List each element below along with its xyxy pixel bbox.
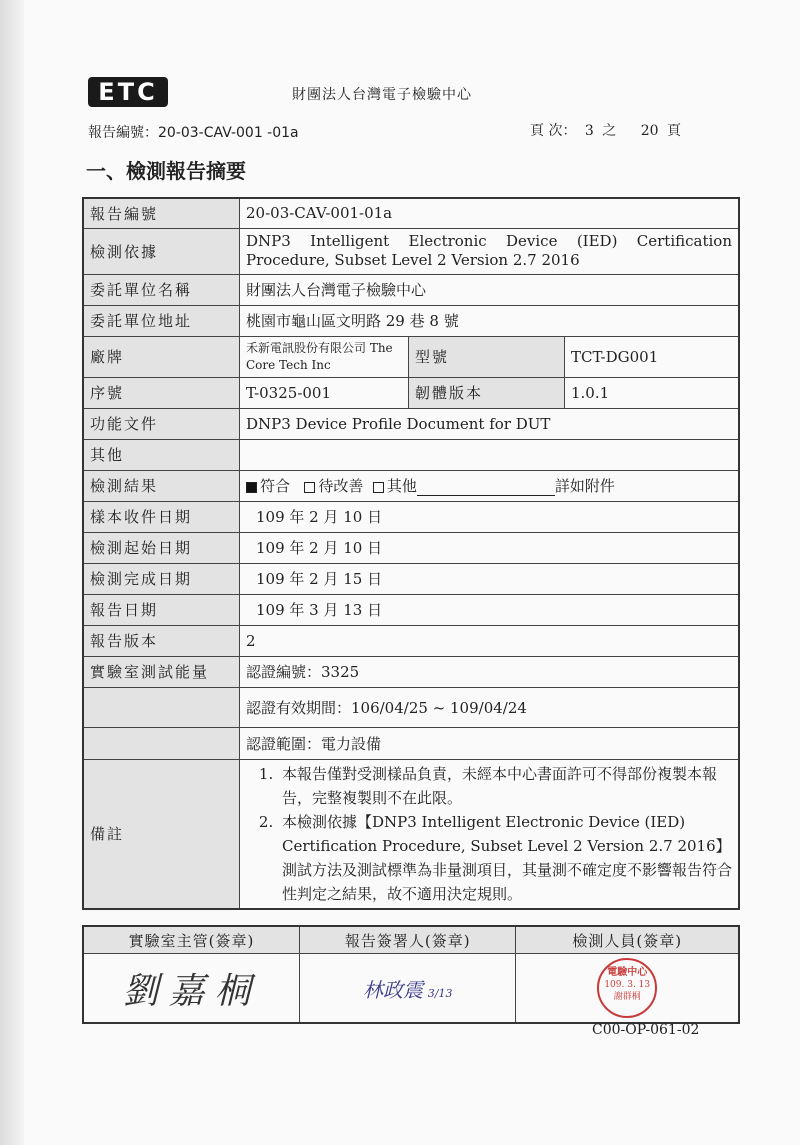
- table-row: [83, 759, 739, 909]
- report-number-label: 報告編號：: [88, 125, 158, 141]
- signature-table: [82, 925, 740, 1024]
- form-code: C00-OP-061-02: [592, 1022, 700, 1038]
- table-row: [83, 501, 739, 532]
- seal-date: 109. 3. 13: [604, 980, 651, 990]
- table-row: [83, 377, 739, 408]
- page-label: 頁 次：: [530, 123, 577, 139]
- row-value: DNP3 Intelligent Electronic Device (IED) Certification Procedure, Subset Level 2 Version 2.7 2016: [240, 228, 740, 274]
- lab-validity: 認證有效期間：106/04/25 ~ 109/04/24: [240, 687, 740, 727]
- result-value: [240, 470, 740, 501]
- lab-label-spacer: [83, 727, 240, 759]
- signature-lab-director: [83, 954, 299, 1024]
- date-value: 109 年 2 月 15 日: [240, 563, 740, 594]
- firmware-label: 韌體版本: [409, 377, 565, 408]
- report-number: 20-03-CAV-001 -01a: [158, 125, 299, 141]
- lab-label-spacer: [83, 687, 240, 727]
- version-label: 報告版本: [83, 625, 240, 656]
- notes-label: 備註: [83, 759, 240, 909]
- other-value: [240, 439, 740, 470]
- table-row: [83, 470, 739, 501]
- table-row: [83, 727, 739, 759]
- model-label: 型號: [409, 336, 565, 377]
- page-indicator: [530, 120, 685, 140]
- date-value: 109 年 3 月 13 日: [240, 594, 740, 625]
- row-label: 委託單位名稱: [83, 274, 240, 305]
- lab-scope: 認證範圍：電力設備: [240, 727, 740, 759]
- red-seal-stamp: [597, 958, 657, 1018]
- row-value: 財團法人台灣電子檢驗中心: [240, 274, 740, 305]
- etc-logo: ETC: [88, 77, 168, 107]
- row-label: 檢測依據: [83, 228, 240, 274]
- blank-line: [417, 481, 555, 496]
- signature-body-row: [83, 954, 739, 1024]
- date-label: 檢測起始日期: [83, 532, 240, 563]
- notes-value: [240, 759, 740, 909]
- table-row: [83, 563, 739, 594]
- sig-header-signer: 報告簽署人(簽章): [299, 926, 515, 954]
- signature-date: 3/13: [427, 986, 453, 1000]
- lab-label: 實驗室測試能量: [83, 656, 240, 687]
- brand-value: 禾新電訊股份有限公司 The Core Tech Inc: [240, 336, 409, 377]
- result-suffix: 詳如附件: [554, 477, 615, 495]
- result-option-other: 其他: [386, 477, 417, 495]
- seal-title: 電驗中心: [607, 967, 648, 978]
- date-value: 109 年 2 月 10 日: [240, 501, 740, 532]
- lab-cert-no: 認證編號：3325: [240, 656, 740, 687]
- func-doc-label: 功能文件: [83, 408, 240, 439]
- sig-header-lab-director: 實驗室主管(簽章): [83, 926, 299, 954]
- func-doc-value: DNP3 Device Profile Document for DUT: [240, 408, 740, 439]
- table-row: [83, 305, 739, 336]
- result-label: 檢測結果: [83, 470, 240, 501]
- handwritten-signature: 劉嘉桐: [122, 970, 261, 1012]
- date-label: 檢測完成日期: [83, 563, 240, 594]
- table-row: [83, 687, 739, 727]
- section-title: 一、檢測報告摘要: [86, 159, 246, 183]
- page-total: 20: [640, 123, 659, 139]
- checkbox-pass: [246, 482, 257, 493]
- page-of: 之: [602, 123, 617, 139]
- page-unit: 頁: [667, 123, 682, 139]
- note-item: 2. 本檢測依據【DNP3 Intelligent Electronic Device (IED) Certification Procedure, Subset Level 2 Version 2.7 2016】測試方法及測試標準為非量測項目，其量測不確定度不影響報告符合性判定之結果，故不適用決定規則。: [278, 810, 732, 906]
- seal-name: 謝群桐: [613, 992, 641, 1002]
- table-row: [83, 274, 739, 305]
- row-label: 報告編號: [83, 198, 240, 228]
- table-row: [83, 625, 739, 656]
- serial-value: T-0325-001: [240, 377, 409, 408]
- sig-header-tester: 檢測人員(簽章): [516, 926, 739, 954]
- row-value: 20-03-CAV-001-01a: [240, 198, 740, 228]
- date-label: 樣本收件日期: [83, 501, 240, 532]
- notes-list: [246, 762, 732, 906]
- model-value: TCT-DG001: [565, 336, 740, 377]
- table-row: [83, 656, 739, 687]
- table-row: [83, 594, 739, 625]
- result-option-pass: 符合: [260, 477, 291, 495]
- date-label: 報告日期: [83, 594, 240, 625]
- table-row: [83, 336, 739, 377]
- note-item: 1. 本報告僅對受測樣品負責，未經本中心書面許可不得部份複製本報告，完整複製則不在此限。: [278, 762, 732, 810]
- serial-label: 序號: [83, 377, 240, 408]
- handwritten-signature: 林政震: [362, 977, 423, 1002]
- version-value: 2: [240, 625, 740, 656]
- table-row: [83, 532, 739, 563]
- signature-tester: [516, 954, 739, 1024]
- table-row: [83, 198, 739, 228]
- result-option-improve: 待改善: [318, 477, 364, 495]
- table-row: [83, 439, 739, 470]
- page-current: 3: [584, 123, 594, 139]
- table-row: [83, 408, 739, 439]
- row-value: 桃園市龜山區文明路 29 巷 8 號: [240, 305, 740, 336]
- table-row: [83, 228, 739, 274]
- row-label: 委託單位地址: [83, 305, 240, 336]
- checkbox-other: [373, 482, 384, 493]
- checkbox-improve: [304, 482, 315, 493]
- signature-signer: [299, 954, 515, 1024]
- summary-table: [82, 197, 740, 910]
- signature-header-row: [83, 926, 739, 954]
- other-label: 其他: [83, 439, 240, 470]
- binding-edge: [0, 0, 24, 1145]
- organization-name: 財團法人台灣電子檢驗中心: [292, 87, 472, 103]
- brand-label: 廠牌: [83, 336, 240, 377]
- firmware-value: 1.0.1: [565, 377, 740, 408]
- date-value: 109 年 2 月 10 日: [240, 532, 740, 563]
- report-number-line: [88, 122, 299, 142]
